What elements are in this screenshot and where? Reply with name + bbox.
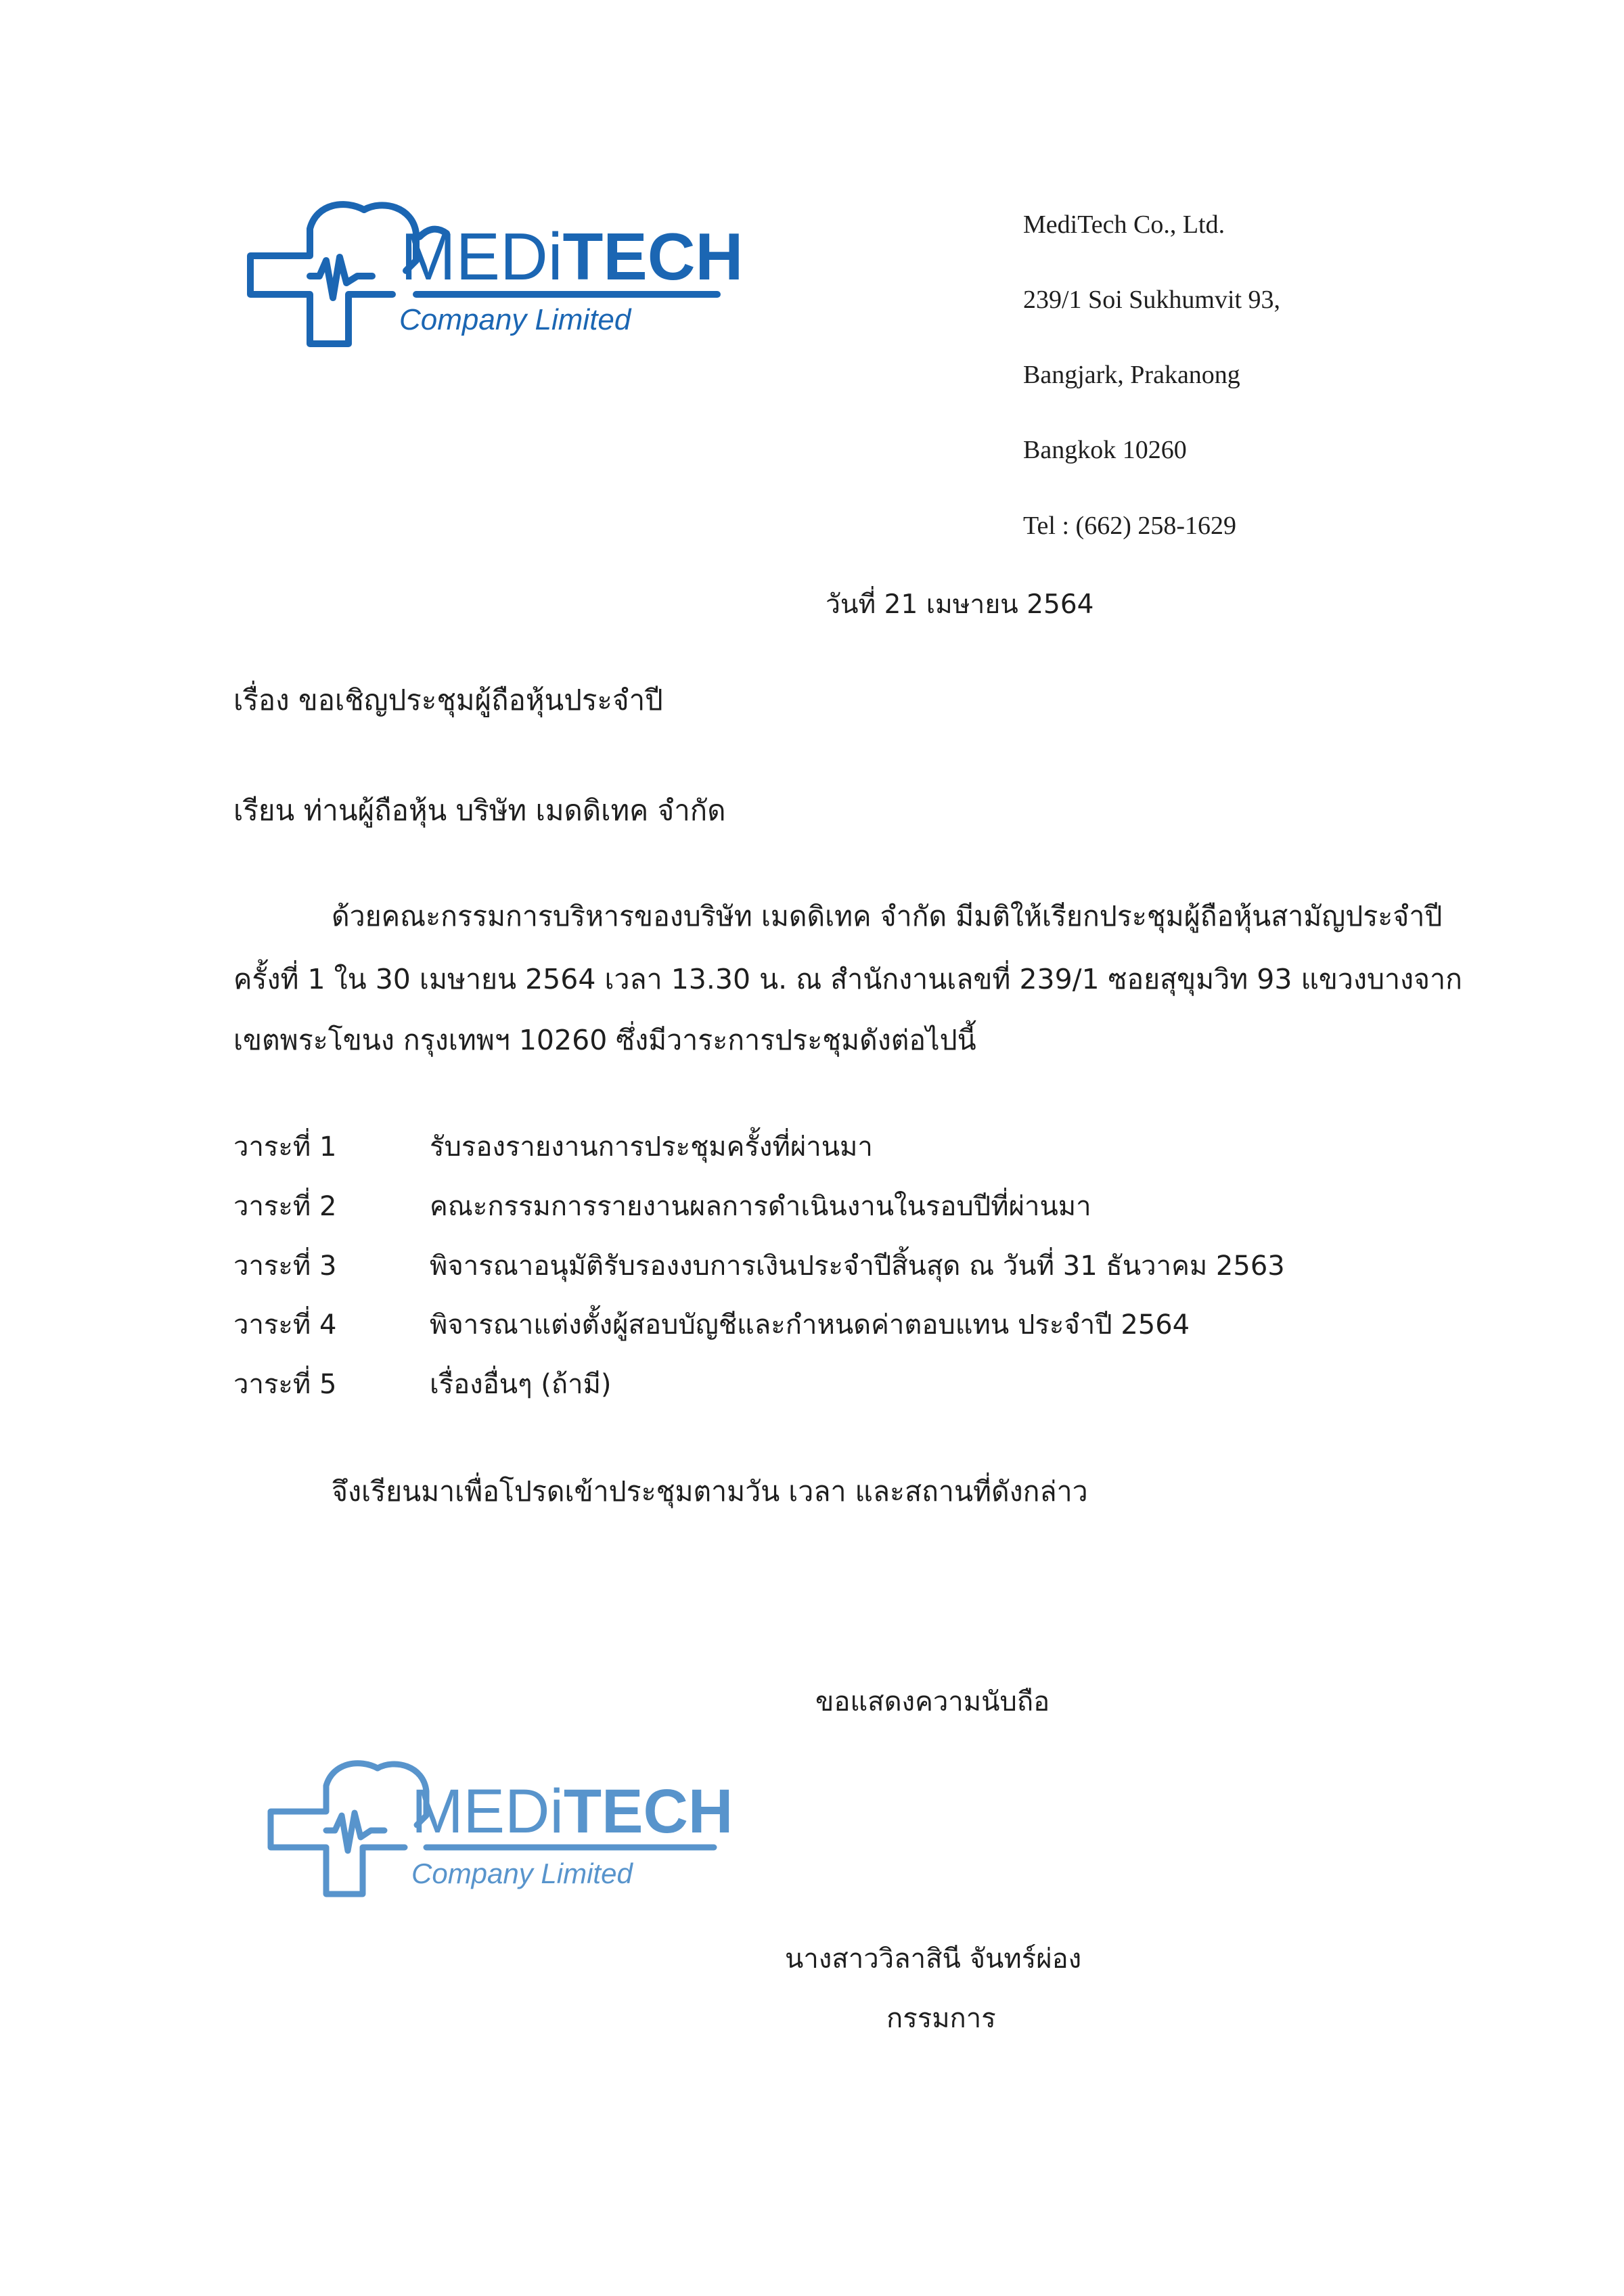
letter-subject: เรื่อง ขอเชิญประชุมผู้ถือหุ้นประจำปี: [233, 683, 663, 717]
stamp-subtitle: Company Limited: [411, 1858, 633, 1889]
body-line-2: ครั้งที่ 1 ใน 30 เมษายน 2564 เวลา 13.30 น. ณ สำนักงานเลขที่ 239/1 ซอยสุขุมวิท 93 แขวงบางจาก: [233, 963, 1462, 995]
body-line-1: ด้วยคณะกรรมการบริหารของบริษัท เมดดิเทค จำกัด มีมติให้เรียกประชุมผู้ถือหุ้นสามัญประจำปี: [332, 900, 1443, 932]
body-line-3: เขตพระโขนง กรุงเทพฯ 10260 ซึ่งมีวาระการประชุมดังต่อไปนี้: [233, 1024, 976, 1056]
logo-subtitle: Company Limited: [399, 303, 631, 336]
agenda-item: รับรองรายงานการประชุมครั้งที่ผ่านมา: [430, 1131, 873, 1163]
logo-word-medi: MEDi: [401, 219, 563, 294]
address-tel: Tel : (662) 258-1629: [1023, 512, 1237, 540]
agenda-item: เรื่องอื่นๆ (ถ้ามี): [430, 1369, 612, 1400]
stamp-word-tech: TECH: [563, 1777, 734, 1846]
signer-title: กรรมการ: [886, 2003, 996, 2034]
closing-request: จึงเรียนมาเพื่อโปรดเข้าประชุมตามวัน เวลา และสถานที่ดังกล่าว: [332, 1475, 1088, 1508]
agenda-item: คณะกรรมการรายงานผลการดำเนินงานในรอบปีที่ผ่านมา: [430, 1191, 1091, 1222]
closing-salutation: ขอแสดงความนับถือ: [815, 1686, 1050, 1717]
agenda-item: พิจารณาแต่งตั้งผู้สอบบัญชีและกำหนดค่าตอบแทน ประจำปี 2564: [430, 1309, 1190, 1341]
agenda-number: วาระที่ 4: [233, 1309, 337, 1341]
letter-recipient: เรียน ท่านผู้ถือหุ้น บริษัท เมดดิเทค จำกัด: [233, 794, 726, 827]
company-logo: [244, 196, 744, 352]
agenda-number: วาระที่ 1: [233, 1131, 337, 1163]
agenda-number: วาระที่ 3: [233, 1251, 337, 1282]
logo-word-tech: TECH: [562, 219, 744, 294]
address-district: Bangjark, Prakanong: [1023, 361, 1240, 389]
agenda-item: พิจารณาอนุมัติรับรองงบการเงินประจำปีสิ้นสุด ณ วันที่ 31 ธันวาคม 2563: [430, 1251, 1285, 1282]
company-stamp: [264, 1756, 734, 1901]
company-name: MediTech Co., Ltd.: [1023, 210, 1225, 239]
address-street: 239/1 Soi Sukhumvit 93,: [1023, 286, 1281, 314]
stamp-word-medi: MEDi: [411, 1777, 564, 1846]
letter-date: วันที่ 21 เมษายน 2564: [826, 589, 1094, 620]
signer-name: นางสาววิลาสินี จันทร์ผ่อง: [785, 1943, 1082, 1975]
address-city: Bangkok 10260: [1023, 436, 1187, 464]
agenda-number: วาระที่ 2: [233, 1191, 337, 1222]
agenda-number: วาระที่ 5: [233, 1369, 337, 1400]
